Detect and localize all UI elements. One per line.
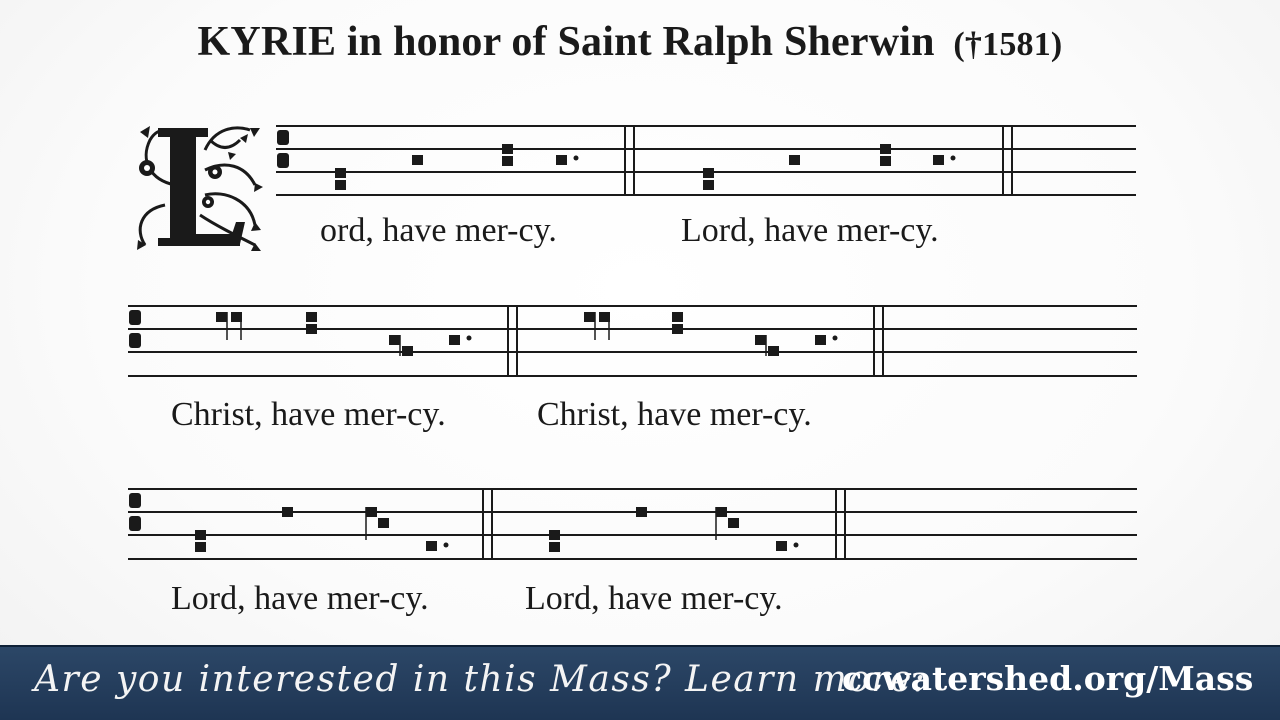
neume <box>366 507 377 517</box>
neume <box>389 335 400 345</box>
neume <box>335 168 346 178</box>
neume <box>755 335 766 345</box>
footer-banner <box>0 645 1280 720</box>
neume <box>716 507 727 517</box>
dot <box>951 156 956 161</box>
neume <box>426 541 437 551</box>
neume <box>703 168 714 178</box>
neume <box>306 324 317 334</box>
dot <box>467 336 472 341</box>
neume <box>282 507 293 517</box>
barlines-3 <box>483 489 845 559</box>
illuminated-initial <box>137 126 263 251</box>
footer-question: Are you interested in this Mass? Learn more: <box>34 659 927 700</box>
neume <box>584 312 595 322</box>
neume <box>378 518 389 528</box>
neume <box>672 312 683 322</box>
neumes-2 <box>216 312 838 356</box>
neume <box>216 312 227 322</box>
neume <box>549 530 560 540</box>
lyric-line1-b: Lord, have mer-cy. <box>681 212 939 249</box>
lyric-line2-b: Christ, have mer-cy. <box>537 396 812 433</box>
staff-line-2 <box>128 306 1137 376</box>
neume <box>502 144 513 154</box>
neumes-1 <box>335 144 956 190</box>
dot <box>444 543 449 548</box>
neume <box>789 155 800 165</box>
neume <box>549 542 560 552</box>
dot <box>833 336 838 341</box>
neume <box>195 530 206 540</box>
footer-link[interactable]: ccwatershed.org/Mass <box>842 659 1254 698</box>
neume <box>195 542 206 552</box>
neume <box>502 156 513 166</box>
neume <box>335 180 346 190</box>
neume <box>636 507 647 517</box>
lyric-line2-a: Christ, have mer-cy. <box>171 396 446 433</box>
neume <box>402 346 413 356</box>
neumes-3 <box>195 507 799 552</box>
title-dates: (†1581) <box>953 26 1063 63</box>
dot <box>794 543 799 548</box>
barlines-1 <box>625 126 1012 195</box>
neume <box>703 180 714 190</box>
lyric-line3-a: Lord, have mer-cy. <box>171 580 429 617</box>
neume <box>728 518 739 528</box>
neume <box>933 155 944 165</box>
leaf-icon <box>137 126 263 251</box>
neume <box>672 324 683 334</box>
dot <box>574 156 579 161</box>
neume <box>412 155 423 165</box>
lyric-line1-a: ord, have mer-cy. <box>320 212 557 249</box>
neume <box>768 346 779 356</box>
neume <box>306 312 317 322</box>
lyric-line3-b: Lord, have mer-cy. <box>525 580 783 617</box>
neume <box>880 144 891 154</box>
barlines-2 <box>508 306 883 376</box>
neume <box>880 156 891 166</box>
neume <box>815 335 826 345</box>
neume <box>556 155 567 165</box>
staff-line-3 <box>128 489 1137 559</box>
neume <box>449 335 460 345</box>
title-main: KYRIE in honor of Saint Ralph Sherwin <box>197 19 935 65</box>
neume <box>776 541 787 551</box>
